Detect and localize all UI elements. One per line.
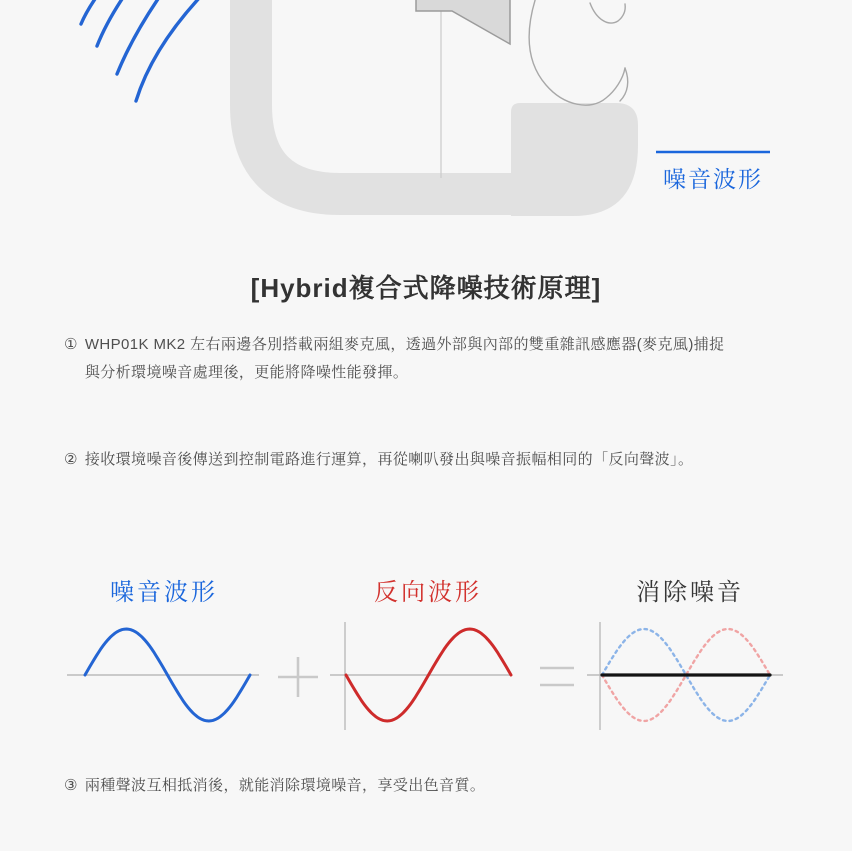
step-1-line-1: WHP01K MK2 左右兩邊各別搭載兩組麥克風，透過外部與內部的雙重雜訊感應器(麥克風)捕捉 — [84, 336, 725, 353]
headphone-ear-illustration — [0, 0, 852, 232]
ear-cushion-shape — [511, 103, 638, 216]
ear-outline-helix — [529, 0, 625, 105]
noise-wave-label: 噪音波形 — [110, 579, 218, 606]
step-3-line-1: 兩種聲波互相抵消後，就能消除環境噪音，享受出色音質。 — [84, 777, 486, 794]
equals-icon — [540, 668, 574, 685]
step-1-marker: ① — [64, 336, 78, 353]
step-1-line-2: 與分析環境噪音處理後，更能將降噪性能發揮。 — [84, 364, 409, 381]
step-2-text — [85, 446, 694, 474]
step-3 — [64, 772, 485, 800]
noise-waves-icon — [81, 0, 201, 101]
step-2-marker: ② — [64, 451, 78, 468]
plus-icon — [278, 657, 318, 697]
noise-arc-icon-1 — [81, 0, 97, 24]
speaker-icon — [416, 0, 510, 44]
page-title: [Hybrid複合式降噪技術原理] — [250, 273, 602, 303]
noise-arc-icon-2 — [97, 0, 124, 46]
callout-label: 噪音波形 — [663, 166, 763, 192]
step-1 — [64, 331, 725, 387]
step-2-line-1: 接收環境噪音後傳送到控制電路進行運算，再從喇叭發出與噪音振幅相同的「反向聲波」。 — [84, 451, 694, 468]
cancel-noise-label: 消除噪音 — [636, 579, 744, 606]
step-1-text — [85, 331, 725, 387]
ear-outline — [529, 0, 628, 105]
ear-outline-inner — [590, 3, 625, 23]
step-2 — [64, 446, 693, 474]
inverted-wave-label: 反向波形 — [374, 579, 482, 606]
step-3-text — [85, 772, 485, 800]
step-3-marker: ③ — [64, 777, 78, 794]
waveform-charts — [0, 600, 852, 760]
